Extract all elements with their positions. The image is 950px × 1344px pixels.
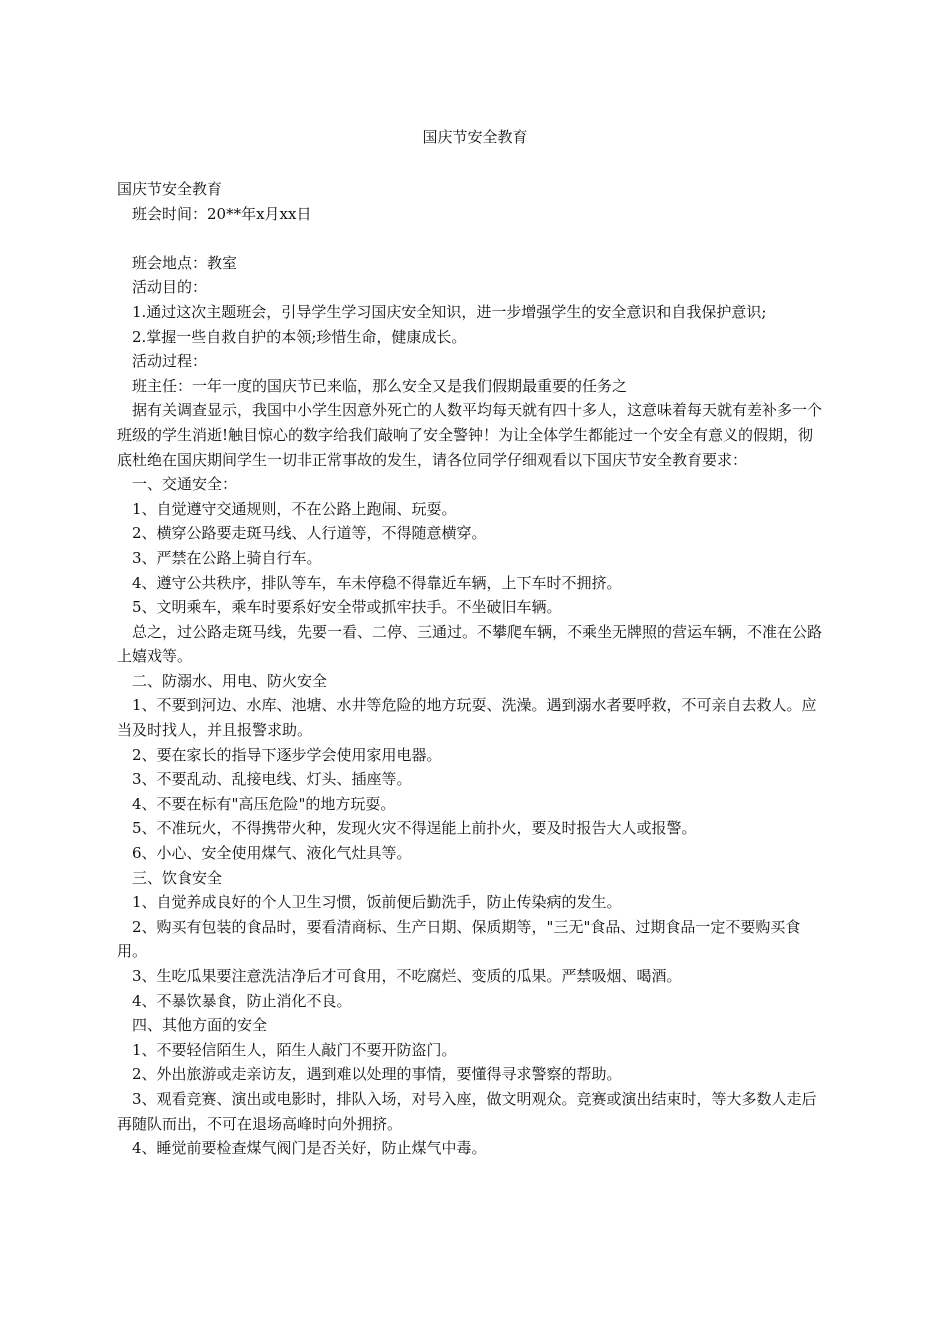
paragraph: 2.掌握一些自救自护的本领;珍惜生命，健康成长。	[132, 327, 467, 346]
section-label-purpose: 活动目的：	[132, 278, 208, 297]
blank-line	[117, 226, 823, 251]
list-item: 1、自觉遵守交通规则，不在公路上跑闹、玩耍。	[132, 499, 457, 518]
list-item: 4、不暴饮暴食，防止消化不良。	[132, 991, 352, 1010]
list-item: 4、不要在标有"高压危险"的地方玩耍。	[132, 794, 396, 813]
section-label-process: 活动过程：	[132, 352, 208, 371]
list-item: 3、不要乱动、乱接电线、灯头、插座等。	[132, 770, 412, 789]
list-item: 5、不准玩火，不得携带火种，发现火灾不得逞能上前扑火，要及时报告大人或报警。	[132, 819, 697, 838]
list-item: 4、睡觉前要检查煤气阀门是否关好，防止煤气中毒。	[132, 1139, 487, 1158]
section-heading: 二、防溺水、用电、防火安全	[132, 671, 328, 690]
page-title: 国庆节安全教育	[422, 128, 528, 146]
doc-heading: 国庆节安全教育	[117, 180, 223, 198]
list-item: 2、购买有包装的食品时，要看清商标、生产日期、保质期等，"三无"食品、过期食品一定不要购买食用。	[117, 917, 801, 961]
list-item: 3、观看竞赛、演出或电影时，排队入场，对号入座，做文明观众。竞赛或演出结束时，等大多数人走后再随队而出，不可在退场高峰时向外拥挤。	[117, 1089, 817, 1133]
paragraph: 1.通过这次主题班会，引导学生学习国庆安全知识，进一步增强学生的安全意识和自我保护意识;	[132, 302, 767, 321]
meeting-place: 班会地点：教室	[132, 253, 238, 272]
list-item: 2、要在家长的指导下逐步学会使用家用电器。	[132, 745, 442, 764]
meeting-time: 班会时间：20**年x月xx日	[132, 204, 312, 223]
list-item: 6、小心、安全使用煤气、液化气灶具等。	[132, 844, 412, 863]
paragraph: 总之，过公路走斑马线，先要一看、二停、三通过。不攀爬车辆，不乘坐无牌照的营运车辆，不准在公路上嬉戏等。	[117, 622, 823, 666]
section-heading: 三、饮食安全	[132, 868, 223, 887]
list-item: 1、不要到河边、水库、池塘、水井等危险的地方玩耍、洗澡。遇到溺水者要呼救，不可亲自去救人。应当及时找人，并且报警求助。	[117, 696, 817, 740]
list-item: 1、不要轻信陌生人，陌生人敲门不要开防盗门。	[132, 1040, 457, 1059]
list-item: 2、横穿公路要走斑马线、人行道等，不得随意横穿。	[132, 524, 487, 543]
list-item: 2、外出旅游或走亲访友，遇到难以处理的事情，要懂得寻求警察的帮助。	[132, 1065, 622, 1084]
section-heading: 一、交通安全：	[132, 475, 238, 494]
document-body	[117, 177, 823, 1161]
list-item: 1、自觉养成良好的个人卫生习惯，饭前便后勤洗手，防止传染病的发生。	[132, 893, 622, 912]
paragraph: 班主任：一年一度的国庆节已来临，那么安全又是我们假期最重要的任务之	[132, 376, 628, 395]
list-item: 3、生吃瓜果要注意洗洁净后才可食用，不吃腐烂、变质的瓜果。严禁吸烟、喝酒。	[132, 967, 682, 985]
paragraph: 据有关调查显示，我国中小学生因意外死亡的人数平均每天就有四十多人，这意味着每天就有差补多一个班级的学生消逝!触目惊心的数字给我们敲响了安全警钟！为让全体学生都能过一个安全有意义的假期，彻底杜绝在国庆期间学生一切非正常事故的发生，请各位同学仔细观看以下国庆节安全教育要求：	[117, 401, 823, 469]
list-item: 5、文明乘车，乘车时要系好安全带或抓牢扶手。不坐破旧车辆。	[132, 598, 562, 617]
section-heading: 四、其他方面的安全	[132, 1016, 268, 1035]
list-item: 4、遵守公共秩序，排队等车，车未停稳不得靠近车辆，上下车时不拥挤。	[132, 573, 622, 592]
list-item: 3、严禁在公路上骑自行车。	[132, 548, 322, 567]
